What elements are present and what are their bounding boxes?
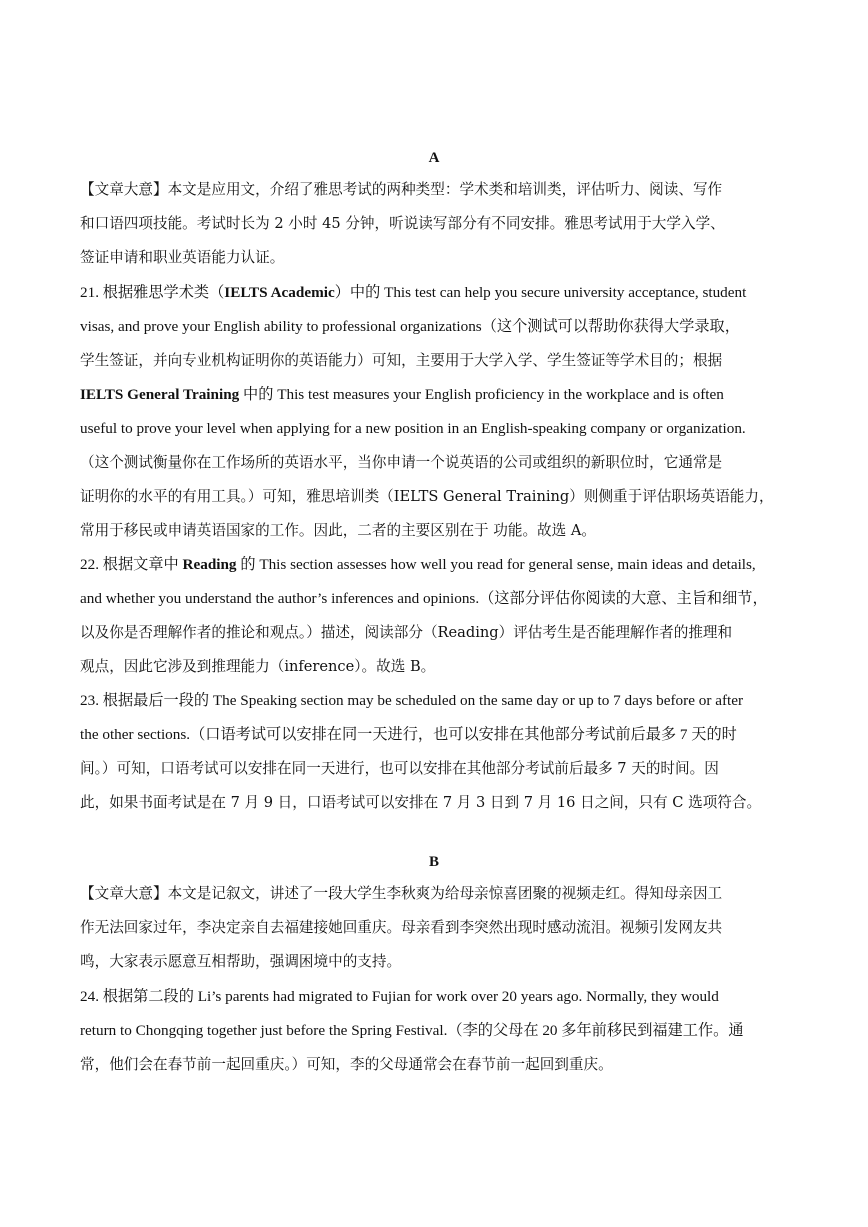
q21-line-3: 学生签证，并向专业机构证明你的英语能力）可知，主要用于大学入学、学生签证等学术目的；根据 bbox=[80, 352, 723, 369]
section-b-heading: B bbox=[428, 854, 439, 870]
q21-line-1-prefix: 21. 根据雅思学术类（ bbox=[80, 284, 225, 301]
q21-ielts-general-training: IELTS General Training bbox=[80, 386, 240, 403]
q22-line-3: 以及你是否理解作者的推论和观点。）描述，阅读部分（Reading）评估考生是否能理解作者的推理和 bbox=[80, 624, 733, 641]
section-a-heading: A bbox=[428, 150, 440, 166]
q21-line-2: visas, and prove your English ability to professional organizations（这个测试可以帮助你获得大学录取， bbox=[80, 318, 740, 335]
q24-line-2: return to Chongqing together just before the Spring Festival.（李的父母在 20 多年前移民到福建工作。通 bbox=[80, 1022, 744, 1039]
q24-line-3: 常，他们会在春节前一起回重庆。）可知，李的父母通常会在春节前一起回到重庆。 bbox=[80, 1056, 613, 1073]
q23-line-3: 间。）可知，口语考试可以安排在同一天进行，也可以安排在其他部分考试前后最多 7 天的时间。因 bbox=[80, 760, 719, 777]
q22-line-1-rest: 的 This section assesses how well you read for general sense, main ideas and details, bbox=[236, 556, 756, 573]
section-a-summary-line-3: 签证申请和职业英语能力认证。 bbox=[80, 249, 285, 266]
q21-line-4 bbox=[80, 383, 724, 407]
section-a-summary-line-1: 【文章大意】本文是应用文，介绍了雅思考试的两种类型：学术类和培训类，评估听力、阅读、写作 bbox=[80, 181, 723, 198]
q21-line-1 bbox=[80, 281, 746, 305]
q21-line-4-rest: 中的 This test measures your English proficiency in the workplace and is often bbox=[239, 386, 724, 403]
q22-line-1 bbox=[80, 553, 756, 577]
q21-line-7: 证明你的水平的有用工具。）可知，雅思培训类（IELTS General Training）则侧重于评估职场英语能力， bbox=[80, 488, 774, 505]
q22-line-2: and whether you understand the author’s inferences and opinions.（这部分评估你阅读的大意、主旨和细节， bbox=[80, 590, 768, 607]
q21-ielts-academic: IELTS Academic bbox=[224, 284, 335, 301]
q23-line-4: 此，如果书面考试是在 7 月 9 日，口语考试可以安排在 7 月 3 日到 7 月 16 日之间，只有 C 选项符合。 bbox=[80, 794, 762, 811]
section-b-summary-line-3: 鸣，大家表示愿意互相帮助，强调困境中的支持。 bbox=[80, 953, 402, 970]
q21-line-1-rest: ）中的 This test can help you secure university acceptance, student bbox=[334, 284, 747, 301]
q24-line-1: 24. 根据第二段的 Li’s parents had migrated to Fujian for work over 20 years ago. Normally, they would bbox=[80, 988, 719, 1005]
section-b-summary-line-2: 作无法回家过年，李决定亲自去福建接她回重庆。母亲看到李突然出现时感动流泪。视频引发网友共 bbox=[80, 919, 723, 936]
q22-line-4: 观点，因此它涉及到推理能力（inference）。故选 B。 bbox=[80, 658, 436, 675]
q23-line-1: 23. 根据最后一段的 The Speaking section may be scheduled on the same day or up to 7 days before or after bbox=[80, 692, 744, 709]
q22-reading: Reading bbox=[182, 556, 237, 573]
q21-line-8: 常用于移民或申请英语国家的工作。因此，二者的主要区别在于 功能。故选 A。 bbox=[80, 522, 597, 539]
q21-line-6: （这个测试衡量你在工作场所的英语水平，当你申请一个说英语的公司或组织的新职位时，它通常是 bbox=[80, 454, 723, 471]
q23-line-2: the other sections.（口语考试可以安排在同一天进行，也可以安排在其他部分考试前后最多 7 天的时 bbox=[80, 726, 737, 743]
section-a-summary-line-2: 和口语四项技能。考试时长为 2 小时 45 分钟，听说读写部分有不同安排。雅思考试用于大学入学、 bbox=[80, 215, 725, 232]
q22-line-1-prefix: 22. 根据文章中 bbox=[80, 556, 183, 573]
section-b-summary-line-1: 【文章大意】本文是记叙文，讲述了一段大学生李秋爽为给母亲惊喜团聚的视频走红。得知母亲因工 bbox=[80, 885, 723, 902]
q21-line-5: useful to prove your level when applying for a new position in an English-speaking company or organization. bbox=[80, 420, 746, 437]
